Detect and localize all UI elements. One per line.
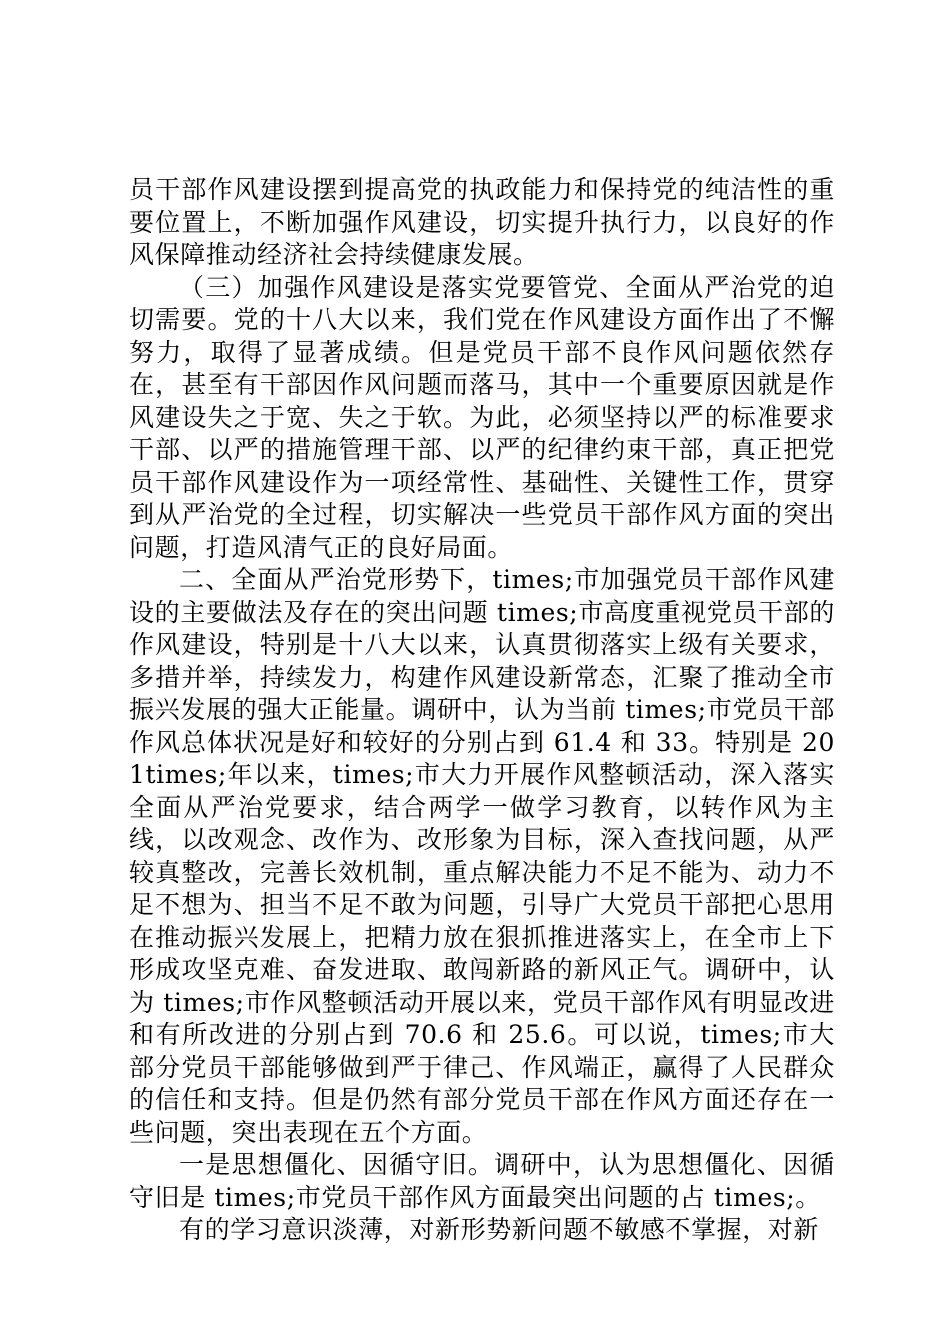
paragraph-section-two-heading: 二、全面从严治党形势下，times;市加强党员干部作风建设的主要做法及存在的突出问题 times;市高度重视党员干部的作风建设，特别是十八大以来，认真贯彻落实上级有关要求，多措并举，持续发力，构建作风建设新常态，汇聚了推动全市振兴发展的强大正能量。调研中，认为当前 times;市党员干部作风总体状况是好和较好的分别占到 61.4 和 33。特别是 201times;年以来，times;市大力开展作风整顿活动，深入落实全面从严治党要求，结合两学一做学习教育，以转作风为主线，以改观念、改作为、改形象为目标，深入查找问题，从严较真整改，完善长效机制，重点解决能力不足不能为、动力不足不想为、担当不足不敢为问题，引导广大党员干部把心思用在推动振兴发展上，把精力放在狠抓推进落实上，在全市上下形成攻坚克难、奋发进取、敢闯新路的新风正气。调研中，认为 times;市作风整顿活动开展以来，党员干部作风有明显改进和有所改进的分别占到 70.6 和 25.6。可以说，times;市大部分党员干部能够做到严于律己、作风端正，赢得了人民群众的信任和支持。但是仍然有部分党员干部在作风方面还存在一些问题，突出表现在五个方面。 xyxy=(129,565,835,1147)
paragraph-learning-awareness: 有的学习意识淡薄，对新形势新问题不敏感不掌握，对新 xyxy=(179,1215,820,1244)
paragraph-continued: 员干部作风建设摆到提高党的执政能力和保持党的纯洁性的重要位置上，不断加强作风建设，切实提升执行力，以良好的作风保障推动经济社会持续健康发展。 xyxy=(129,175,835,269)
document-body xyxy=(129,174,835,1247)
paragraph-problem-one: 一是思想僵化、因循守旧。调研中，认为思想僵化、因循守旧是 times;市党员干部作风方面最突出问题的占 times;。 xyxy=(129,1150,835,1212)
paragraph-section-three: （三）加强作风建设是落实党要管党、全面从严治党的迫切需要。党的十八大以来，我们党在作风建设方面作出了不懈努力，取得了显著成绩。但是党员干部不良作风问题依然存在，甚至有干部因作风问题而落马，其中一个重要原因就是作风建设失之于宽、失之于软。为此，必须坚持以严的标准要求干部、以严的措施管理干部、以严的纪律约束干部，真正把党员干部作风建设作为一项经常性、基础性、关键性工作，贯穿到从严治党的全过程，切实解决一些党员干部作风方面的突出问题，打造风清气正的良好局面。 xyxy=(129,272,835,562)
